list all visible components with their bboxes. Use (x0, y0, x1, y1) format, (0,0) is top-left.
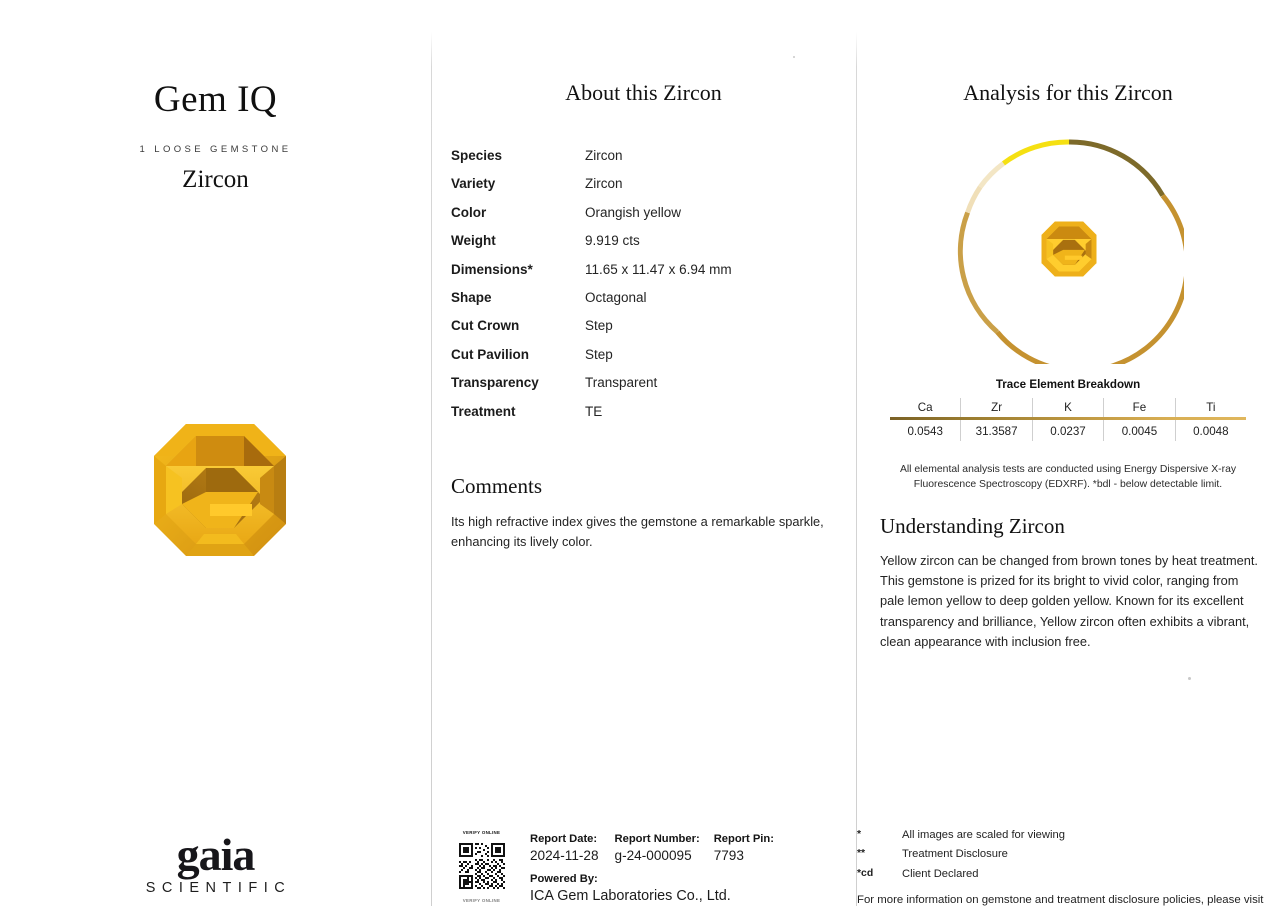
trace-value-row (890, 420, 1246, 441)
report-number-label: Report Number: (614, 833, 700, 845)
trace-value-cell: 31.3587 (960, 420, 1031, 441)
spec-key: Treatment (451, 403, 516, 419)
spec-value: 11.65 x 11.47 x 6.94 mm (585, 261, 732, 277)
scan-speck (1188, 677, 1191, 680)
table-row (451, 290, 841, 318)
report-date-label: Report Date: (530, 833, 598, 845)
spec-key: Color (451, 204, 487, 220)
comments-text: Its high refractive index gives the gemstone a remarkable sparkle, enhancing its lively color. (451, 514, 824, 549)
footnote-text: All images are scaled for viewing (902, 829, 1065, 841)
spec-value: Transparent (585, 375, 658, 391)
trace-value-cell: 0.0045 (1103, 420, 1174, 441)
table-row (451, 262, 841, 290)
trace-header-cell: K (1032, 398, 1103, 417)
trace-header-cell: Fe (1103, 398, 1174, 417)
scan-speck (793, 56, 795, 58)
trace-header-cell: Zr (960, 398, 1031, 417)
trace-value-cell: 0.0543 (907, 424, 943, 438)
more-information-text: For more information on gemstone and treatment disclosure policies, please visit (857, 893, 1264, 906)
trace-element-table (890, 398, 1246, 441)
comments-title: Comments (451, 474, 543, 498)
table-row (451, 347, 841, 375)
footnote-text: Treatment Disclosure (902, 848, 1008, 861)
spec-value: Zircon (585, 176, 623, 192)
report-date-field (530, 832, 599, 865)
spec-key: Species (451, 148, 503, 163)
qr-code-icon[interactable] (459, 837, 505, 895)
logo-wordmark: gaia (176, 829, 255, 880)
table-row (451, 176, 841, 204)
spec-value: 9.919 cts (585, 233, 640, 249)
table-row (451, 233, 841, 261)
report-number-value: g-24-000095 (614, 848, 692, 864)
footnote-marker: *cd (857, 867, 874, 879)
logo-subtext: SCIENTIFIC (145, 880, 292, 896)
spec-value: TE (585, 403, 603, 419)
table-row (451, 375, 841, 403)
trace-value-cell: 0.0237 (1032, 420, 1103, 441)
color-reference-wheel (954, 134, 1184, 364)
wheel-center-gemstone (1039, 219, 1099, 279)
gemstone-photo (148, 418, 292, 562)
report-number-field (615, 832, 700, 865)
spec-value: Zircon (585, 148, 623, 163)
trace-value-cell: 0.0048 (1175, 420, 1246, 441)
trace-header-cell: Ca (917, 401, 933, 414)
about-section-title: About this Zircon (565, 80, 722, 105)
report-pin-value: 7793 (713, 848, 744, 864)
footnote-row (856, 845, 1280, 864)
powered-by-value: ICA Gem Laboratories Co., Ltd. (530, 888, 731, 905)
footnote-text: Client Declared (902, 867, 979, 880)
verify-online-qr-block[interactable] (448, 830, 515, 904)
spec-key: Shape (451, 289, 492, 305)
trace-header-cell: Ti (1175, 398, 1246, 417)
spec-value: Octagonal (585, 289, 647, 305)
table-row (451, 404, 841, 432)
report-pin-label: Report Pin: (713, 833, 774, 845)
spec-key: Transparency (451, 375, 539, 391)
trace-element-note: All elemental analysis tests are conducted using Energy Dispersive X-ray Fluorescence Spectroscopy (EDXRF). *bdl - below detectable limit. (899, 464, 1237, 491)
footnote-row (856, 865, 1280, 884)
specification-table (451, 148, 841, 432)
footnote-marker: * (857, 829, 862, 840)
spec-key: Dimensions* (451, 261, 533, 277)
powered-by-field (530, 872, 731, 906)
table-row (451, 205, 841, 233)
gem-name-heading: Zircon (182, 166, 249, 193)
qr-label-bottom: VERIFY ONLINE (462, 898, 501, 903)
gaia-scientific-logo (0, 829, 431, 896)
report-date-value: 2024-11-28 (530, 848, 599, 864)
trace-element-title: Trace Element Breakdown (995, 378, 1141, 391)
footnote-marker: ** (857, 848, 866, 860)
brand-title: Gem IQ (153, 79, 278, 120)
report-meta-fields (530, 832, 790, 865)
spec-key: Cut Pavilion (451, 346, 530, 362)
footnote-row (856, 826, 1280, 845)
qr-label-top: VERIFY ONLINE (462, 830, 501, 835)
middle-column (431, 0, 856, 906)
understanding-title: Understanding Zircon (880, 514, 1065, 538)
analysis-section-title: Analysis for this Zircon (963, 80, 1173, 105)
spec-key: Cut Crown (451, 318, 520, 334)
left-column (0, 0, 431, 906)
spec-value: Step (585, 346, 613, 362)
table-row (451, 318, 841, 346)
report-pin-field (714, 832, 774, 865)
disclosure-footer (856, 826, 1280, 906)
spec-key: Variety (451, 176, 496, 192)
right-column (856, 0, 1280, 906)
spec-value: Step (585, 318, 613, 334)
table-row (451, 148, 841, 176)
spec-value: Orangish yellow (585, 204, 682, 220)
powered-by-label: Powered By: (530, 873, 598, 885)
spec-key: Weight (451, 233, 496, 249)
trace-header-row (890, 398, 1246, 417)
loose-gemstone-label: 1 LOOSE GEMSTONE (139, 144, 292, 155)
understanding-text: Yellow zircon can be changed from brown tones by heat treatment. This gemstone is prized for its bright to vivid color, ranging from pale lemon yellow to deep golden yellow. Known for its excellent transparency and brilliance, Yellow zircon often exhibits a vibrant, clean appearance with inclusion free. (880, 553, 1258, 649)
